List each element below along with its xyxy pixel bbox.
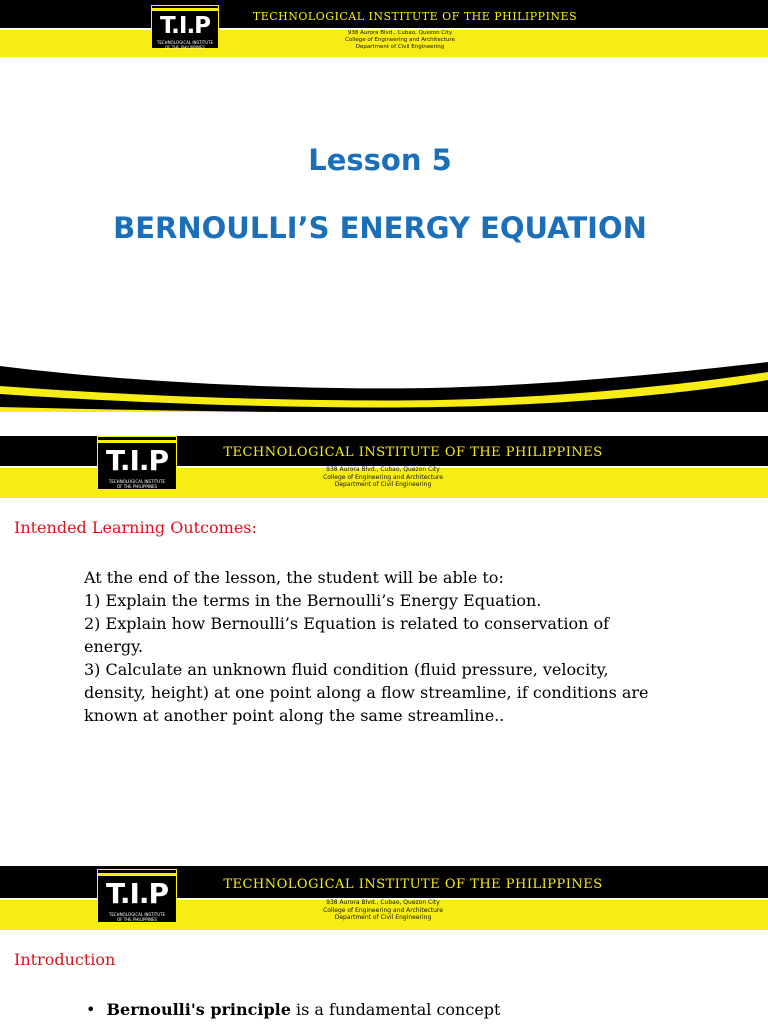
outcome-line: known at another point along the same streamline.. <box>84 706 505 725</box>
slide-learning-outcomes <box>0 436 768 840</box>
bullet-dot: • <box>86 1000 96 1019</box>
bullet-item <box>86 1000 500 1019</box>
section-heading: Intended Learning Outcomes: <box>14 518 257 537</box>
outcome-line: density, height) at one point along a flow streamline, if conditions are <box>84 683 649 702</box>
slide-header <box>0 436 768 498</box>
tip-logo: T.I.P TECHNOLOGICAL INSTITUTE OF THE PHILIPPINES <box>97 436 177 490</box>
school-name: TECHNOLOGICAL INSTITUTE OF THE PHILIPPINES <box>252 10 578 23</box>
bottom-swoosh-graphic <box>0 0 768 412</box>
school-name: TECHNOLOGICAL INSTITUTE OF THE PHILIPPINES <box>223 877 603 892</box>
outcome-line: At the end of the lesson, the student will be able to: <box>84 568 504 587</box>
section-heading: Introduction <box>14 950 116 969</box>
school-address: 938 Aurora Blvd., Cubao, Quezon City College of Engineering and Architecture Department of Civil Engineering <box>345 30 455 50</box>
tip-logo: T.I.P TECHNOLOGICAL INSTITUTE OF THE PHILIPPINES <box>151 5 219 49</box>
slide-introduction <box>0 866 768 1024</box>
slide-title <box>0 0 768 412</box>
outcome-line: 2) Explain how Bernoulli’s Equation is related to conservation of <box>84 614 610 633</box>
lesson-number: Lesson 5 <box>308 143 452 177</box>
outcome-line: 1) Explain the terms in the Bernoulli’s Energy Equation. <box>84 591 542 610</box>
school-name: TECHNOLOGICAL INSTITUTE OF THE PHILIPPINES <box>223 445 603 460</box>
school-address: 938 Aurora Blvd., Cubao, Quezon City College of Engineering and Architecture Department of Civil Engineering <box>323 466 443 488</box>
tip-logo: T.I.P TECHNOLOGICAL INSTITUTE OF THE PHILIPPINES <box>97 869 177 923</box>
outcome-line: energy. <box>84 637 144 656</box>
school-address: 938 Aurora Blvd., Cubao, Quezon City College of Engineering and Architecture Department of Civil Engineering <box>323 899 443 921</box>
bullet-text: is a fundamental concept <box>290 1000 501 1019</box>
bullet-bold-term: Bernoulli's principle <box>106 1000 291 1019</box>
outcomes-text <box>84 566 684 727</box>
outcome-line: 3) Calculate an unknown fluid condition (fluid pressure, velocity, <box>84 660 609 679</box>
slide-header <box>0 866 768 930</box>
lesson-title: BERNOULLI’S ENERGY EQUATION <box>113 211 647 245</box>
